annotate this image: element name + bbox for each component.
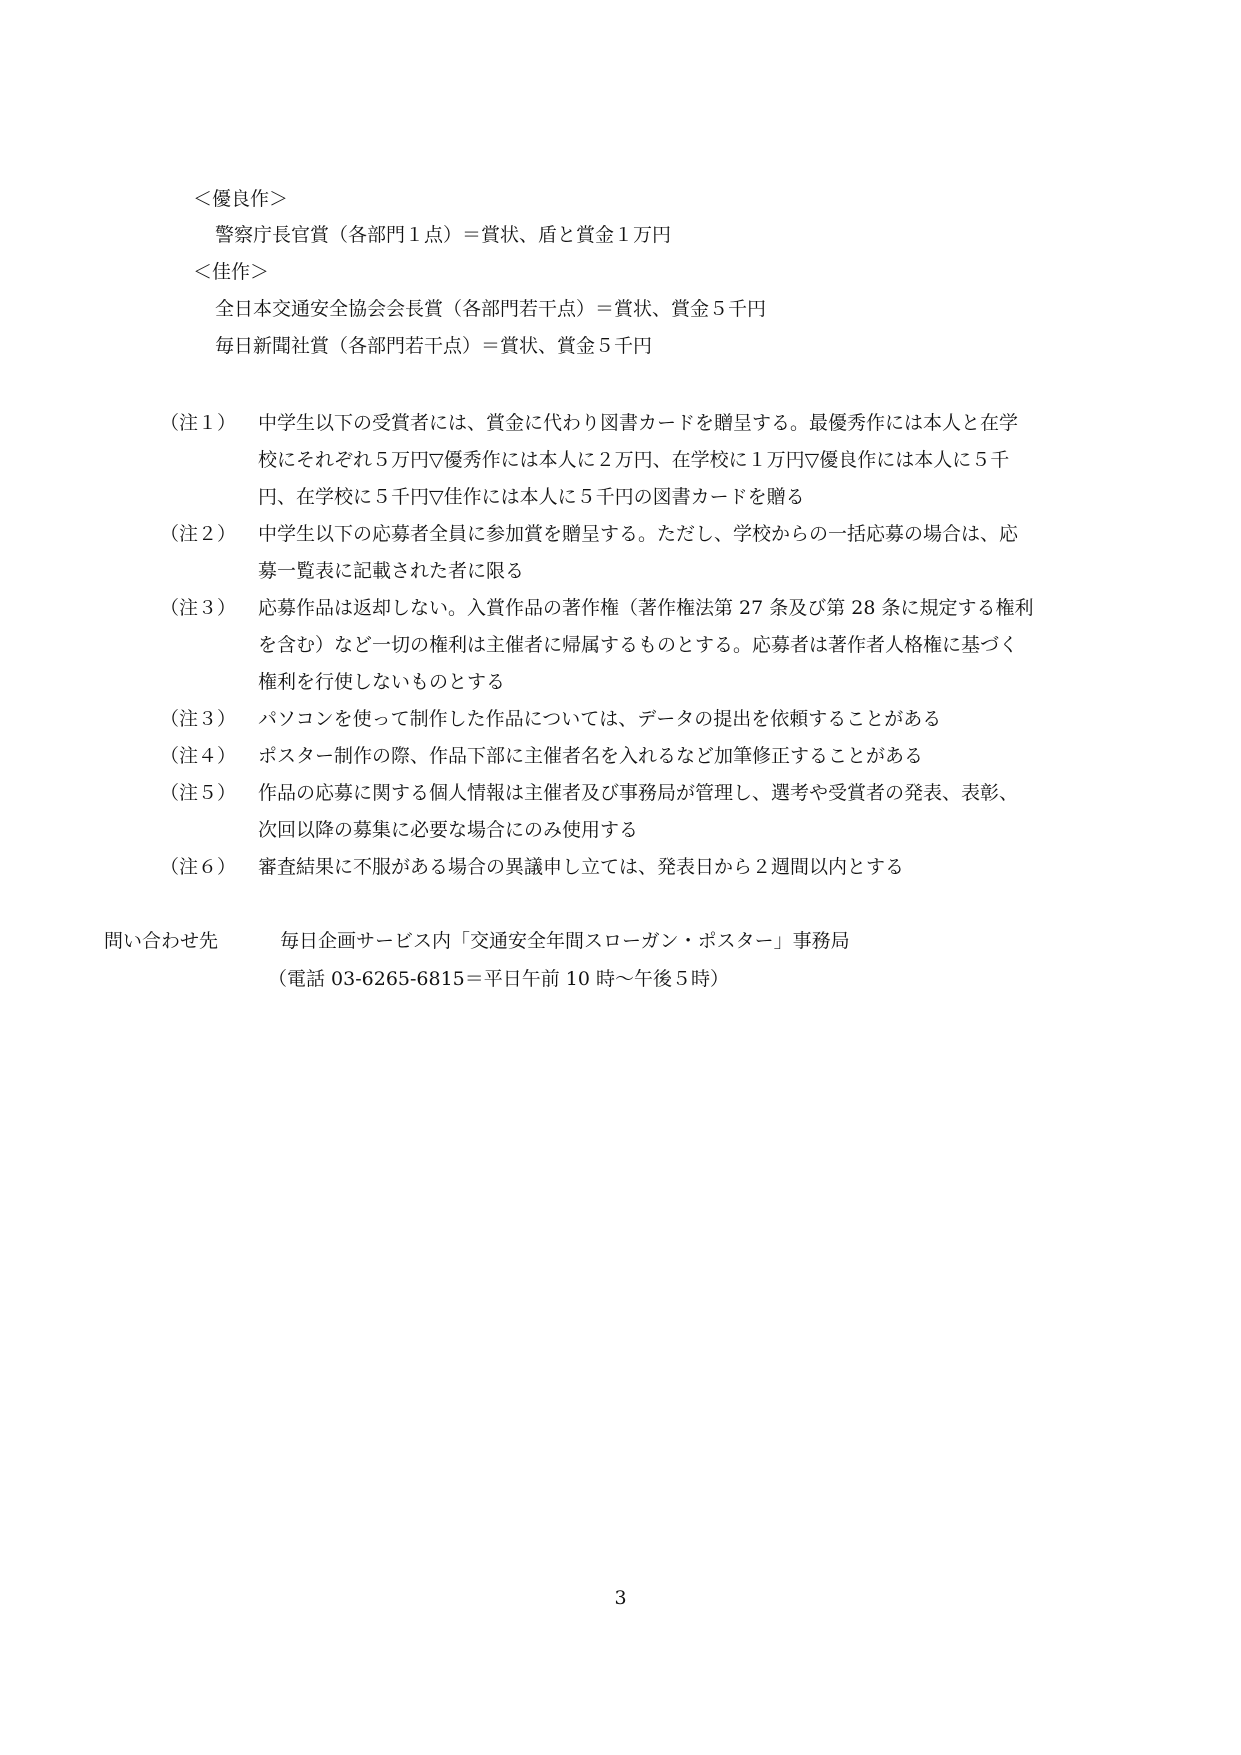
note-label: （注３） (160, 597, 237, 619)
note-label: （注１） (160, 412, 237, 434)
note-text-line: 次回以降の募集に必要な場合にのみ使用する (258, 819, 639, 841)
note-text-line: パソコンを使って制作した作品については、データの提出を依頼することがある (258, 708, 942, 730)
page-number: 3 (614, 1587, 627, 1609)
contact-phone: （電話 03-6265-6815＝平日午前 10 時～午後５時） (268, 968, 730, 990)
note-label: （注６） (160, 856, 237, 878)
note-text-line: 中学生以下の応募者全員に参加賞を贈呈する。ただし、学校からの一括応募の場合は、応 (258, 523, 1019, 545)
note-text-line: を含む）など一切の権利は主催者に帰属するものとする。応募者は著作者人格権に基づく (258, 634, 1019, 656)
contact-label: 問い合わせ先 (104, 930, 219, 952)
note-text-line: 円、在学校に５千円▽佳作には本人に５千円の図書カードを贈る (258, 486, 805, 508)
award-item-police-agency: 警察庁長官賞（各部門１点）＝賞状、盾と賞金１万円 (215, 224, 672, 246)
note-text-line: ポスター制作の際、作品下部に主催者名を入れるなど加筆修正することがある (258, 745, 924, 767)
note-label: （注２） (160, 523, 237, 545)
note-text-line: 中学生以下の受賞者には、賞金に代わり図書カードを贈呈する。最優秀作には本人と在学 (258, 412, 1019, 434)
note-label: （注４） (160, 745, 237, 767)
note-label: （注３） (160, 708, 237, 730)
note-label: （注５） (160, 782, 237, 804)
note-text-line: 審査結果に不服がある場合の異議申し立ては、発表日から２週間以内とする (258, 856, 905, 878)
note-text-line: 応募作品は返却しない。入賞作品の著作権（著作権法第 27 条及び第 28 条に規定する権利 (258, 597, 1034, 619)
contact-office: 毎日企画サービス内「交通安全年間スローガン・ポスター」事務局 (280, 930, 850, 952)
excellent-award-heading: ＜優良作＞ (193, 188, 289, 210)
note-text-line: 募一覧表に記載された者に限る (258, 560, 525, 582)
good-award-heading: ＜佳作＞ (193, 261, 270, 283)
note-text-line: 校にそれぞれ５万円▽優秀作には本人に２万円、在学校に１万円▽優良作には本人に５千 (258, 449, 1010, 471)
award-item-safety-association: 全日本交通安全協会会長賞（各部門若干点）＝賞状、賞金５千円 (215, 298, 767, 320)
award-item-mainichi: 毎日新聞社賞（各部門若干点）＝賞状、賞金５千円 (215, 335, 653, 357)
note-text-line: 権利を行使しないものとする (258, 671, 506, 693)
note-text-line: 作品の応募に関する個人情報は主催者及び事務局が管理し、選考や受賞者の発表、表彰、 (258, 782, 1019, 804)
